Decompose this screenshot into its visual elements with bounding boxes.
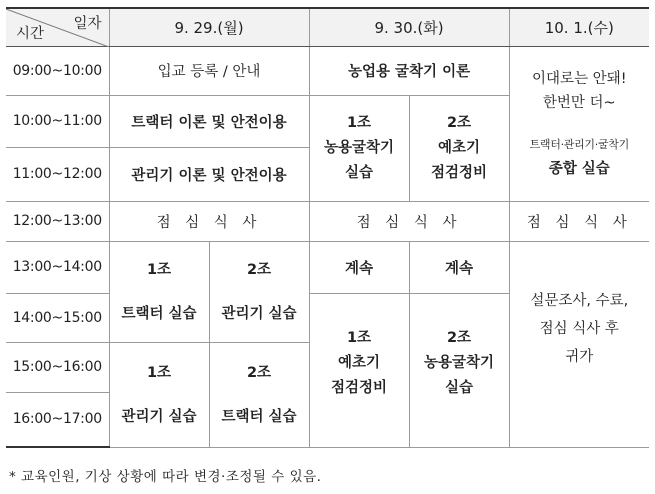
day2-am-group1-line3: 실습 — [345, 164, 374, 181]
day1-pm1-group1-label: 1조 — [146, 261, 172, 278]
time-cell: 11:00~12:00 — [6, 147, 109, 201]
day1-pm2-group2-task: 트랙터 실습 — [221, 408, 297, 425]
day1-pm2-group1-cell — [109, 342, 209, 447]
corner-label-date: 일자 — [73, 16, 102, 32]
day2-excavator-theory-cell: 농업용 굴착기 이론 — [309, 46, 509, 95]
day3-morning-line1: 이대로는 안돼! — [532, 70, 627, 87]
day3-afternoon-line2: 점심 식사 후 — [539, 321, 619, 337]
day1-pm2-group2-label: 2조 — [246, 364, 272, 381]
corner-header-cell — [6, 8, 109, 46]
time-cell: 09:00~10:00 — [6, 46, 109, 95]
day1-pm1-group2-label: 2조 — [246, 261, 272, 278]
corner-label-time: 시간 — [16, 25, 45, 42]
day2-pm-group2-line3: 실습 — [445, 379, 474, 396]
day1-cultivator-theory-cell: 관리기 이론 및 안전이용 — [109, 147, 309, 201]
time-cell: 16:00~17:00 — [6, 392, 109, 447]
day2-am-group2-cell — [409, 95, 509, 201]
day2-am-group1-cell — [309, 95, 409, 201]
time-cell: 14:00~15:00 — [6, 293, 109, 342]
day3-header: 10. 1.(수) — [509, 8, 649, 46]
header-row — [6, 8, 649, 46]
day2-pm-group2-line2: 농용굴착기 — [424, 354, 495, 371]
day3-afternoon-line1: 설문조사, 수료, — [530, 293, 629, 309]
day3-morning-line4: 종합 실습 — [548, 160, 610, 177]
day1-header: 9. 29.(월) — [109, 8, 309, 46]
table-row — [6, 46, 649, 95]
day2-continue-cell-1: 계속 — [309, 241, 409, 293]
day2-pm-group2-line1: 2조 — [446, 329, 472, 346]
day2-pm-group1-line1: 1조 — [346, 329, 372, 346]
day2-continue-cell-2: 계속 — [409, 241, 509, 293]
day1-tractor-theory-cell: 트랙터 이론 및 안전이용 — [109, 95, 309, 147]
time-cell: 15:00~16:00 — [6, 342, 109, 392]
time-cell: 10:00~11:00 — [6, 95, 109, 147]
day1-pm1-group2-task: 관리기 실습 — [221, 305, 297, 322]
day1-orientation-cell: 입교 등록 / 안내 — [109, 46, 309, 95]
day1-lunch-cell: 점 심 식 사 — [109, 201, 309, 241]
day3-morning-cell — [509, 46, 649, 201]
table-row — [6, 241, 649, 293]
day2-am-group2-line3: 점검정비 — [431, 164, 488, 181]
time-cell: 12:00~13:00 — [6, 201, 109, 241]
day2-am-group2-line2: 예초기 — [438, 139, 481, 156]
day2-am-group1-line2: 농용굴착기 — [323, 139, 395, 156]
day2-am-group1-line1: 1조 — [346, 114, 372, 131]
day2-am-group2-line1: 2조 — [446, 114, 472, 131]
day1-pm2-group1-task: 관리기 실습 — [121, 408, 197, 425]
day2-pm-group1-line3: 점검정비 — [331, 379, 388, 396]
day3-afternoon-line3: 귀가 — [565, 349, 594, 365]
table-row — [6, 201, 649, 241]
day1-pm2-group1-label: 1조 — [146, 364, 172, 381]
day1-pm1-group1-cell — [109, 241, 209, 342]
time-cell: 13:00~14:00 — [6, 241, 109, 293]
day3-afternoon-cell — [509, 241, 649, 447]
day2-pm-group2-cell — [409, 293, 509, 447]
day2-lunch-cell: 점 심 식 사 — [309, 201, 509, 241]
day3-morning-line3: 트랙터·관리기·굴착기 — [529, 137, 629, 151]
day1-pm1-group2-cell — [209, 241, 309, 342]
schedule-table — [6, 7, 649, 448]
day1-pm1-group1-task: 트랙터 실습 — [121, 305, 197, 322]
day2-pm-group1-cell — [309, 293, 409, 447]
day2-pm-group1-line2: 예초기 — [338, 354, 381, 371]
day1-pm2-group2-cell — [209, 342, 309, 447]
day2-header: 9. 30.(화) — [309, 8, 509, 46]
footnote: * 교육인원, 기상 상황에 따라 변경·조정될 수 있음. — [9, 469, 322, 485]
day3-morning-line2: 한번만 더~ — [542, 94, 616, 111]
day3-lunch-cell: 점 심 식 사 — [509, 201, 649, 241]
